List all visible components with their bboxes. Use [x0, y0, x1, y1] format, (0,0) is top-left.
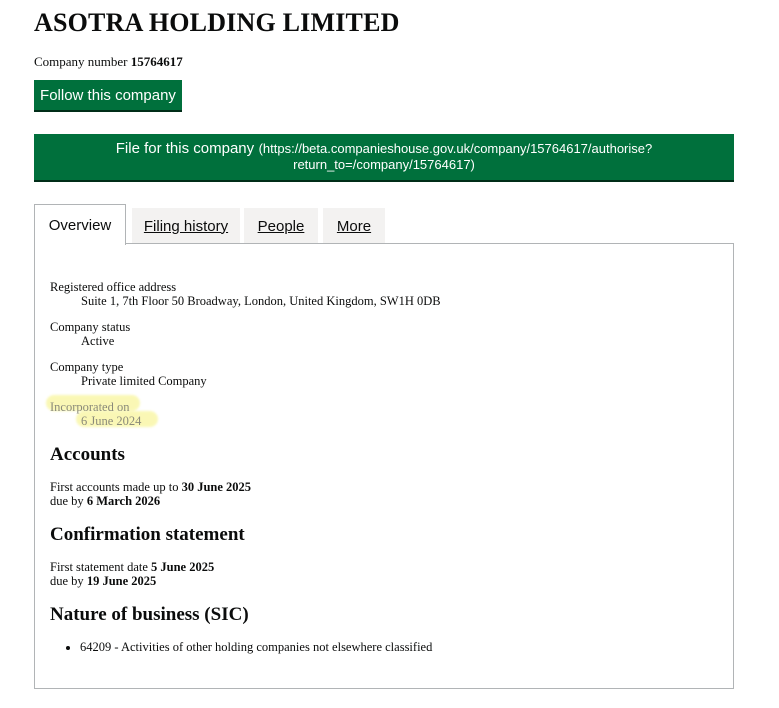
incorporated-field: [50, 400, 141, 428]
company-type-label: Company type: [50, 360, 124, 374]
accounts-heading: Accounts: [50, 444, 125, 465]
incorporated-value: 6 June 2024: [81, 414, 142, 428]
accounts-made-up-line: [50, 480, 251, 494]
accounts-made-up-prefix: First accounts made up to: [50, 480, 179, 494]
follow-company-button[interactable]: Follow this company: [34, 80, 182, 110]
registered-office-field: [50, 280, 441, 308]
company-number-value: 15764617: [130, 54, 183, 69]
tab-filing-history[interactable]: Filing history: [132, 208, 240, 244]
company-type-field: [50, 360, 207, 388]
confirmation-due-prefix: due by: [50, 574, 84, 588]
file-for-company-button[interactable]: [34, 134, 734, 180]
company-type-value: Private limited Company: [81, 374, 207, 388]
accounts-due-prefix: due by: [50, 494, 84, 508]
tab-people[interactable]: People: [244, 208, 318, 244]
sic-heading: Nature of business (SIC): [50, 604, 249, 625]
file-for-company-url-cont: return_to=/company/15764617): [293, 157, 475, 172]
confirmation-date-line: [50, 560, 214, 574]
confirmation-due-line: [50, 574, 156, 588]
accounts-due-line: [50, 494, 160, 508]
registered-office-value: Suite 1, 7th Floor 50 Broadway, London, United Kingdom, SW1H 0DB: [81, 294, 441, 308]
file-for-company-label: File for this company: [115, 140, 255, 157]
registered-office-label: Registered office address: [50, 280, 177, 294]
tab-more[interactable]: More: [323, 208, 385, 244]
accounts-due-date: 6 March 2026: [86, 494, 161, 508]
company-name: ASOTRA HOLDING LIMITED: [34, 8, 400, 37]
tab-bar: [34, 204, 734, 244]
file-for-company-url: (https://beta.companieshouse.gov.uk/company/15764617/authorise?: [258, 141, 653, 156]
confirmation-due-date: 19 June 2025: [86, 574, 157, 588]
confirmation-heading: Confirmation statement: [50, 524, 245, 545]
company-status-label: Company status: [50, 320, 131, 334]
overview-panel: [34, 243, 734, 689]
incorporated-label: Incorporated on: [50, 400, 130, 414]
sic-list: [50, 640, 432, 654]
company-number-line: [34, 54, 183, 70]
company-status-value: Active: [81, 334, 115, 348]
accounts-made-up-date: 30 June 2025: [181, 480, 252, 494]
tab-overview[interactable]: Overview: [34, 204, 126, 245]
confirmation-date: 5 June 2025: [151, 560, 215, 574]
confirmation-date-prefix: First statement date: [50, 560, 148, 574]
company-status-field: [50, 320, 130, 348]
company-number-label: Company number: [34, 54, 128, 69]
list-item: • 64209 - Activities of other holding companies not elsewhere classified: [80, 640, 432, 654]
